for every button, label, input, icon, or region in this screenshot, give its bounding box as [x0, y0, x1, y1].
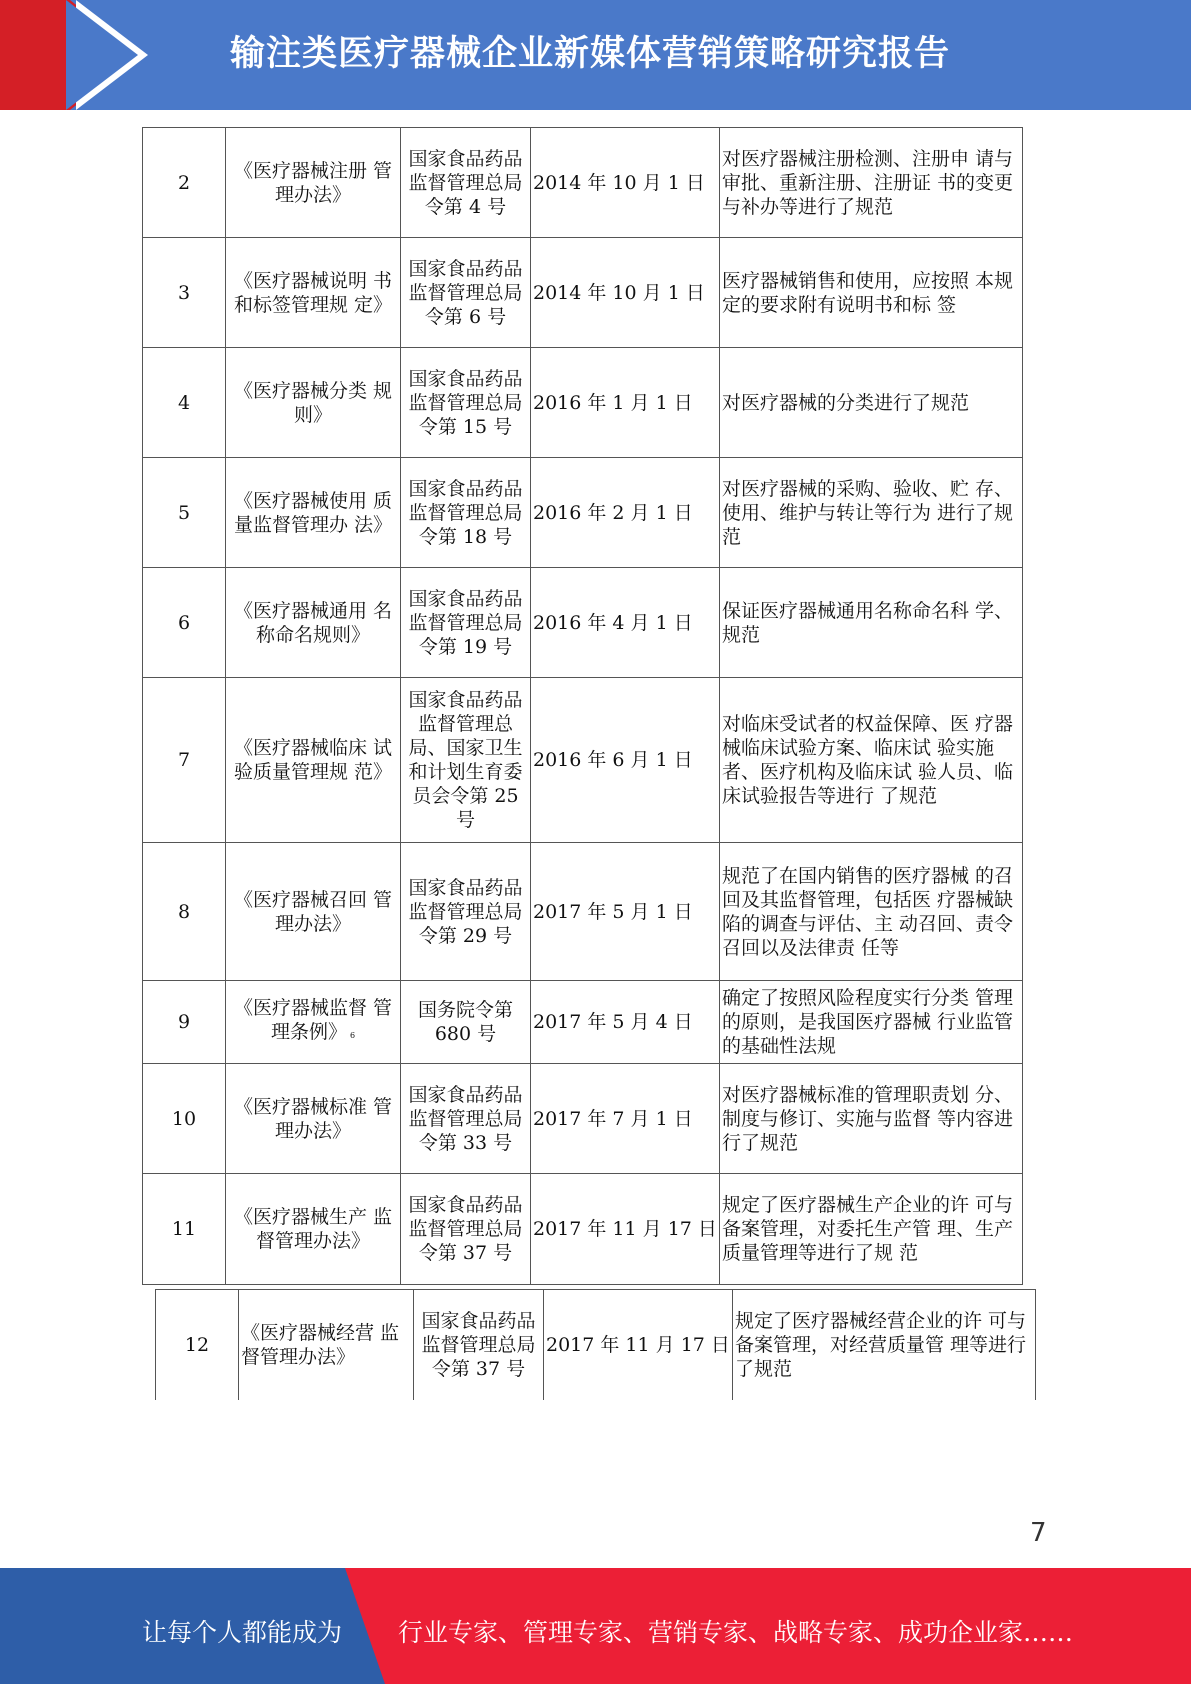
effective-date: 2017 年 11 月 17 日: [544, 1290, 733, 1400]
row-number: 6: [143, 568, 226, 678]
effective-date: 2016 年 2 月 1 日: [531, 458, 720, 568]
effective-date: 2016 年 4 月 1 日: [531, 568, 720, 678]
regulation-name: 《医疗器械临床 试验质量管理规 范》: [226, 678, 401, 843]
table-row: [143, 1064, 1023, 1174]
footer-blue-slant: [345, 1568, 385, 1684]
table-row: [156, 1290, 1036, 1400]
regulation-name: 《医疗器械通用 名称命名规则》: [226, 568, 401, 678]
issuing-order: 国家食品药品监督管理总局令第 18 号: [401, 458, 531, 568]
table-row: [143, 238, 1023, 348]
regulation-description: 对医疗器械的分类进行了规范: [720, 348, 1023, 458]
table-row: [143, 128, 1023, 238]
regulation-name: 《医疗器械分类 规则》: [226, 348, 401, 458]
effective-date: 2014 年 10 月 1 日: [531, 238, 720, 348]
row-number: 10: [143, 1064, 226, 1174]
page-header: [0, 0, 1191, 110]
effective-date: 2017 年 5 月 4 日: [531, 981, 720, 1064]
effective-date: 2017 年 11 月 17 日: [531, 1174, 720, 1285]
row-number: 8: [143, 843, 226, 981]
issuing-order: 国务院令第 680 号: [401, 981, 531, 1064]
effective-date: 2016 年 6 月 1 日: [531, 678, 720, 843]
report-title: 输注类医疗器械企业新媒体营销策略研究报告: [230, 34, 951, 74]
regulation-name: 《医疗器械说明 书和标签管理规 定》: [226, 238, 401, 348]
header-red-band: [0, 0, 70, 110]
regulation-table-continued: [155, 1289, 1036, 1400]
row-number: 12: [156, 1290, 239, 1400]
row-number: 7: [143, 678, 226, 843]
issuing-order: 国家食品药品监督管理总局令第 6 号: [401, 238, 531, 348]
effective-date: 2014 年 10 月 1 日: [531, 128, 720, 238]
regulation-name: 《医疗器械标准 管理办法》: [226, 1064, 401, 1174]
regulation-name: 《医疗器械生产 监督管理办法》: [226, 1174, 401, 1285]
regulation-description: 确定了按照风险程度实行分类 管理的原则，是我国医疗器械 行业监管的基础性法规: [720, 981, 1023, 1064]
issuing-order: 国家食品药品监督管理总局令第 33 号: [401, 1064, 531, 1174]
issuing-order: 国家食品药品监督管理总局令第 37 号: [401, 1174, 531, 1285]
table-row: [143, 458, 1023, 568]
regulation-name: 《医疗器械监督 管理条例》: [233, 997, 393, 1043]
row-number: 4: [143, 348, 226, 458]
header-blue-chevron: [66, 0, 138, 110]
regulation-description: 保证医疗器械通用名称命名科 学、规范: [720, 568, 1023, 678]
regulation-description: 对医疗器械的采购、验收、贮 存、使用、维护与转让等行为 进行了规范: [720, 458, 1023, 568]
issuing-order: 国家食品药品监督管理总局令第 19 号: [401, 568, 531, 678]
effective-date: 2017 年 5 月 1 日: [531, 843, 720, 981]
row-number: 11: [143, 1174, 226, 1285]
page-number: 7: [1030, 1518, 1047, 1548]
regulation-name-cell: [226, 981, 401, 1064]
regulation-name: 《医疗器械召回 管理办法》: [226, 843, 401, 981]
footer-slogan-left: 让每个人都能成为: [142, 1618, 343, 1647]
page-footer: [0, 1568, 1191, 1684]
table-row: [143, 678, 1023, 843]
regulation-description: 对医疗器械注册检测、注册申 请与审批、重新注册、注册证 书的变更与补办等进行了规范: [720, 128, 1023, 238]
regulation-name: 《医疗器械使用 质量监督管理办 法》: [226, 458, 401, 568]
regulation-name: 《医疗器械注册 管理办法》: [226, 128, 401, 238]
regulation-table: [142, 127, 1023, 1285]
table-row: [143, 568, 1023, 678]
footnote-marker: 6: [349, 1031, 356, 1040]
regulation-description: 规范了在国内销售的医疗器械 的召回及其监督管理，包括医 疗器械缺陷的调查与评估、主 动召回、责令召回以及法律责 任等: [720, 843, 1023, 981]
regulation-description: 对临床受试者的权益保障、医 疗器械临床试验方案、临床试 验实施者、医疗机构及临床试 验人员、临床试验报告等进行 了规范: [720, 678, 1023, 843]
issuing-order: 国家食品药品监督管理总局令第 29 号: [401, 843, 531, 981]
issuing-order: 国家食品药品监督管理总局令第 4 号: [401, 128, 531, 238]
issuing-order: 国家食品药品监督管理总局令第 37 号: [414, 1290, 544, 1400]
row-number: 3: [143, 238, 226, 348]
row-number: 9: [143, 981, 226, 1064]
table-row: [143, 348, 1023, 458]
regulation-description: 对医疗器械标准的管理职责划 分、制度与修订、实施与监督 等内容进行了规范: [720, 1064, 1023, 1174]
table-row: [143, 843, 1023, 981]
effective-date: 2017 年 7 月 1 日: [531, 1064, 720, 1174]
regulation-description: 规定了医疗器械经营企业的许 可与备案管理，对经营质量管 理等进行了规范: [733, 1290, 1036, 1400]
issuing-order: 国家食品药品监督管理总局令第 15 号: [401, 348, 531, 458]
effective-date: 2016 年 1 月 1 日: [531, 348, 720, 458]
regulation-description: 医疗器械销售和使用，应按照 本规定的要求附有说明书和标 签: [720, 238, 1023, 348]
footer-slogan-right: 行业专家、管理专家、营销专家、战略专家、成功企业家……: [398, 1618, 1074, 1647]
row-number: 5: [143, 458, 226, 568]
issuing-order: 国家食品药品监督管理总局、国家卫生和计划生育委员会令第 25 号: [401, 678, 531, 843]
regulation-name: 《医疗器械经营 监督管理办法》: [239, 1290, 414, 1400]
table-row: [143, 1174, 1023, 1285]
table-row: [143, 981, 1023, 1064]
regulation-description: 规定了医疗器械生产企业的许 可与备案管理，对委托生产管 理、生产质量管理等进行了规 范: [720, 1174, 1023, 1285]
row-number: 2: [143, 128, 226, 238]
